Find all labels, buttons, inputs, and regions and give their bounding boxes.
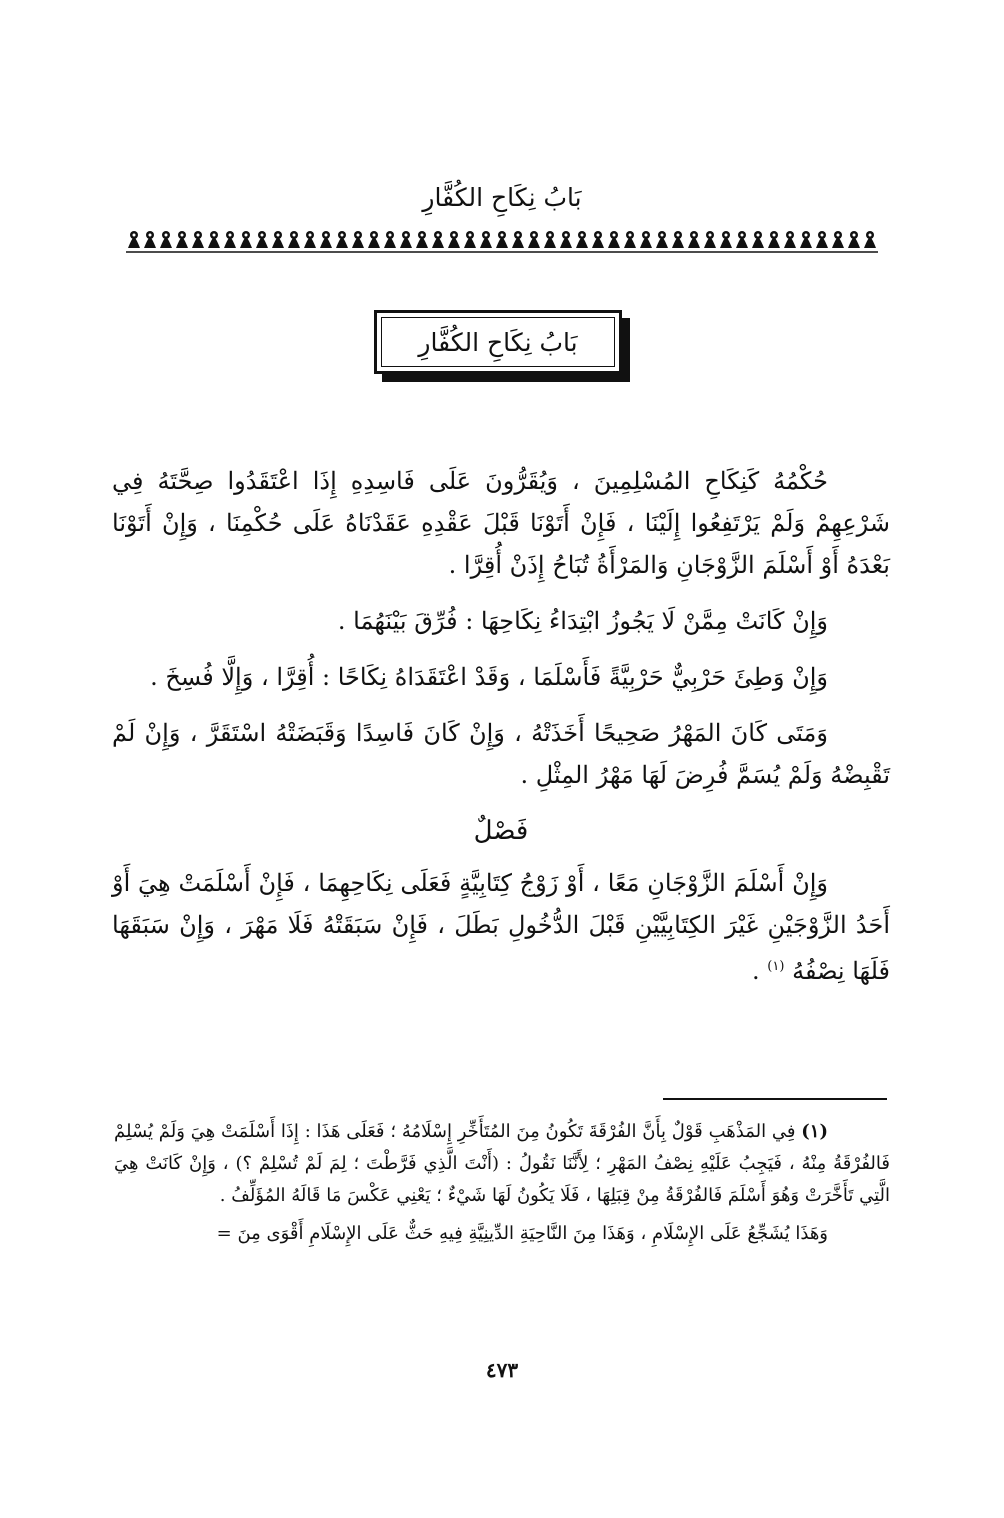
footnote-divider [663,1098,887,1100]
chapter-title: بَابُ نِكَاحِ الكُفَّارِ [381,317,615,367]
section-paragraph [112,862,890,992]
running-header: بَابُ نِكَاحِ الكُفَّارِ [422,183,582,212]
page-number: ٤٧٣ [485,1358,519,1382]
footnote-1-text: فِي المَذْهَبِ قَوْلٌ بِأَنَّ الفُرْقَةَ تَكُونُ مِنَ المُتَأَخِّرِ إِسْلَامُهُ ؛ فَعَلَى هَذَا : إِذَا أَسْلَمَتْ هِيَ وَلَمْ يُسْلِمْ فَالفُرْقَةُ مِنْهُ ، فَيَجِبُ عَلَيْهِ نِصْفُ المَهْرِ ؛ لِأَنَّنَا نَقُولُ : (أَنْتَ الَّذِي فَرَّطْتَ ؛ لِمَ لَمْ تُسْلِمْ ؟) ، وَإِنْ كَانَتْ هِيَ الَّتِي تَأَخَّرَتْ وَهُوَ أَسْلَمَ فَالفُرْقَةُ مِنْ قِبَلِهَا ، فَلَا يَكُونُ لَهَا شَيْءٌ ؛ يَعْنِي عَكْسَ مَا قَالَهُ المُؤَلِّفُ . [114,1121,890,1206]
paragraph-1: حُكْمُهُ كَنِكَاحِ المُسْلِمِينَ ، وَيُقَرُّونَ عَلَى فَاسِدِهِ إِذَا اعْتَقَدُوا صِحَّتَهُ فِي شَرْعِهِمْ وَلَمْ يَرْتَفِعُوا إِلَيْنَا ، فَإِنْ أَتَوْنَا قَبْلَ عَقْدِهِ عَقَدْنَاهُ عَلَى حُكْمِنَا ، وَإِنْ أَتَوْنَا بَعْدَهُ أَوْ أَسْلَمَ الزَّوْجَانِ وَالمَرْأَةُ تُبَاحُ إِذَنْ أُقِرَّا . [112,467,891,579]
paragraph-2: وَإِنْ كَانَتْ مِمَّنْ لَا يَجُوزُ ابْتِدَاءُ نِكَاحِهَا : فُرِّقَ بَيْنَهُمَا . [337,607,828,635]
floral-border-ornament-icon [126,226,878,254]
section-paragraph-text: وَإِنْ أَسْلَمَ الزَّوْجَانِ مَعًا ، أَوْ زَوْجُ كِتَابِيَّةٍ فَعَلَى نِكَاحِهِمَا ، فَإِنْ أَسْلَمَتْ هِيَ أَوْ أَحَدُ الزَّوْجَيْنِ غَيْرَ الكِتَابِيَّيْنِ قَبْلَ الدُّخُولِ بَطَلَ ، فَإِنْ سَبَقَتْهُ فَلَا مَهْرَ ، وَإِنْ سَبَقَهَا فَلَهَا نِصْفُهُ [112,869,890,985]
section-paragraph-end: . [752,957,768,985]
main-text [112,460,890,1006]
paragraph-3: وَإِنْ وَطِئَ حَرْبِيٌّ حَرْبِيَّةً فَأَسْلَمَا ، وَقَدْ اعْتَقَدَاهُ نِكَاحًا : أُقِرَّا ، وَإِلَّا فُسِخَ . [150,663,828,691]
section-heading: فَصْلٌ [473,816,529,846]
footnote-2 [114,1218,890,1250]
chapter-title-box [374,310,628,380]
footnotes [114,1116,890,1256]
footnote-number: (١) [801,1121,828,1142]
footnote-reference[interactable]: (١) [767,959,785,974]
title-box-frame [374,310,622,374]
footnote-1 [114,1116,890,1212]
footnote-2-text: وَهَذَا يُشَجِّعُ عَلَى الإِسْلَامِ ، وَهَذَا مِنَ النَّاحِيَةِ الدِّينِيَّةِ فِيهِ حَثٌّ عَلَى الإِسْلَامِ أَقْوَى مِنَ = [216,1223,828,1244]
paragraph-4: وَمَتَى كَانَ المَهْرُ صَحِيحًا أَخَذَتْهُ ، وَإِنْ كَانَ فَاسِدًا وَقَبَضَتْهُ اسْتَقَرَّ ، وَإِنْ لَمْ تَقْبِضْهُ وَلَمْ يُسَمَّ فُرِضَ لَهَا مَهْرُ المِثْلِ . [112,719,890,789]
